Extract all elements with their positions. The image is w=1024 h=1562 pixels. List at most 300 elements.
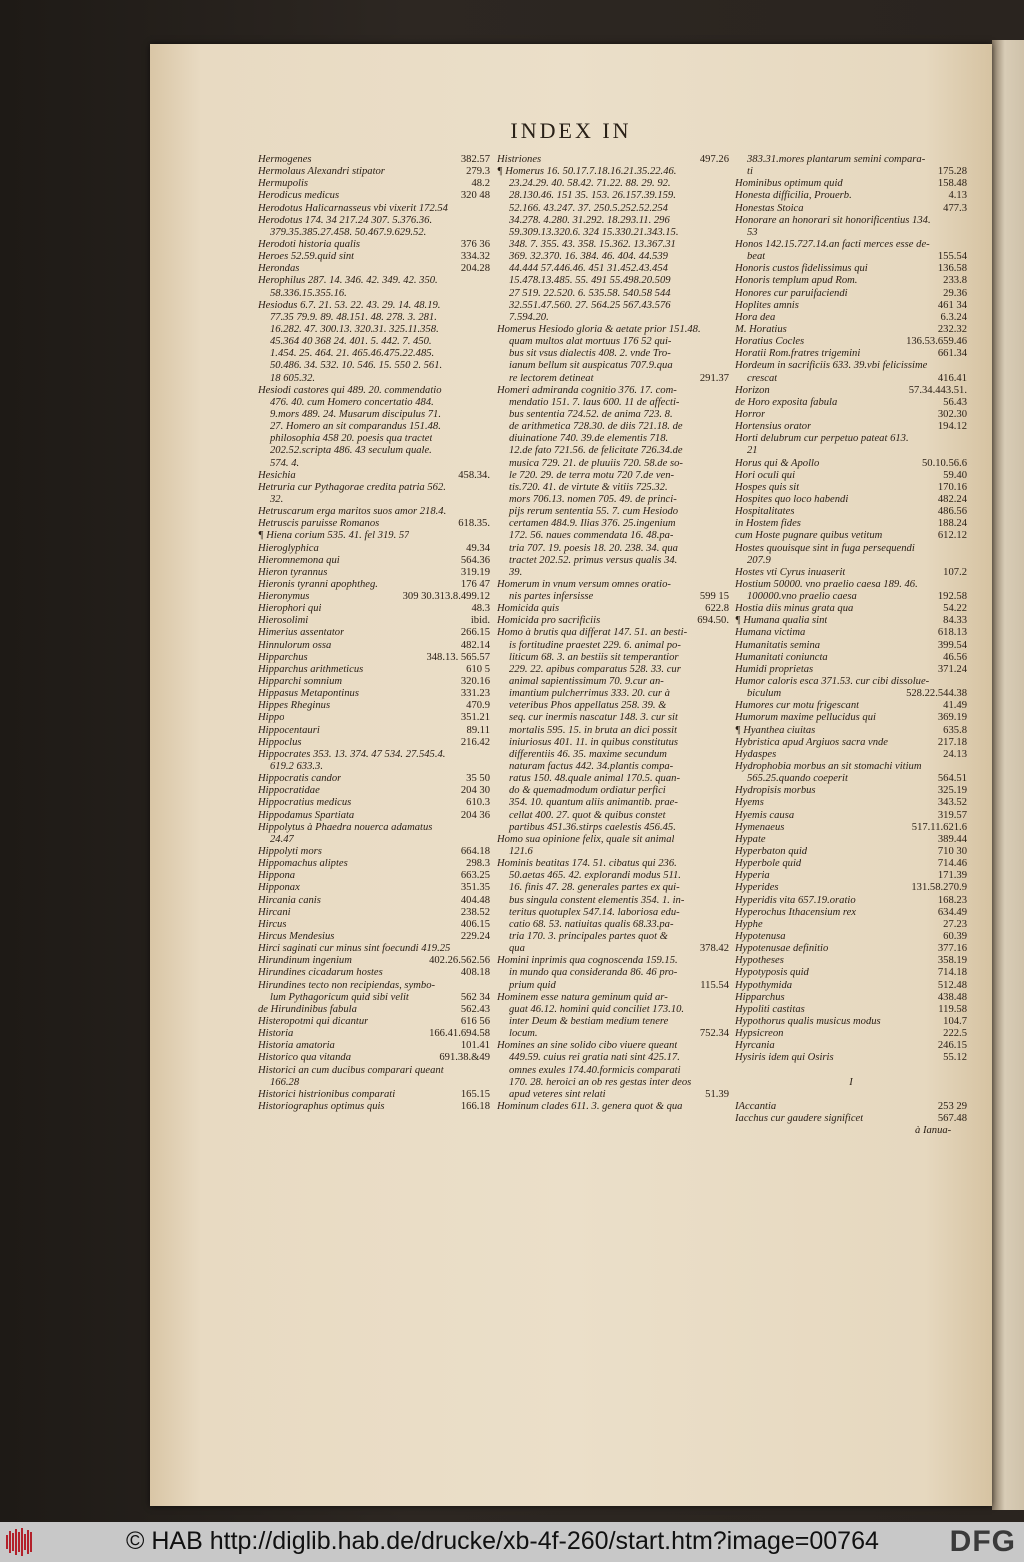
entry-page-reference: 119.58 — [938, 1003, 967, 1015]
index-entry — [497, 992, 729, 1004]
entry-text: Hospites quo loco habendi — [735, 493, 849, 505]
entry-page-reference: 104.7 — [943, 1015, 967, 1027]
entry-text: 32. — [270, 493, 284, 505]
entry-text: Hypsicreon — [735, 1028, 784, 1040]
entry-page-reference: 170.16 — [937, 481, 967, 493]
index-entry-continuation — [735, 227, 967, 239]
index-entry — [735, 421, 967, 433]
index-entry — [258, 530, 490, 542]
entry-text: Hominibus optimum quid — [735, 178, 843, 190]
index-entry-continuation — [497, 725, 729, 737]
index-entry — [497, 603, 729, 615]
index-entry — [735, 749, 967, 761]
entry-text: Himerius assentator — [258, 627, 345, 639]
entry-page-reference: 371.24 — [937, 663, 967, 675]
index-entry-continuation — [497, 1052, 729, 1064]
entry-text: Hinnulorum ossa — [258, 639, 332, 651]
entry-page-reference: ibid. — [470, 615, 490, 627]
entry-text: Horatii Rom.fratres trigemini — [735, 348, 861, 360]
entry-text: Hipparchus — [258, 651, 308, 663]
entry-text: 34.278. 4.280. 31.292. 18.293.11. 296 — [509, 214, 670, 226]
entry-text: crescat — [747, 372, 778, 384]
entry-text: Hyperbaton quid — [735, 846, 808, 858]
entry-page-reference: 376 36 — [460, 238, 490, 250]
entry-page-reference: 618.35. — [458, 518, 490, 530]
entry-page-reference: 351.35 — [460, 882, 490, 894]
index-entry-continuation — [497, 336, 729, 348]
index-entry — [735, 348, 967, 360]
index-entry — [735, 846, 967, 858]
index-entry — [258, 555, 490, 567]
index-entry — [735, 530, 967, 542]
entry-text: Humanitatis semina — [735, 639, 821, 651]
document-page — [150, 44, 992, 1506]
index-entry — [497, 154, 729, 166]
index-entry-continuation — [497, 215, 729, 227]
index-entry — [258, 1089, 490, 1101]
entry-text: ¶ Humana qualia sint — [735, 615, 828, 627]
entry-text: bus sit vsus dialectis 408. 2. vnde Tro- — [509, 348, 671, 360]
entry-page-reference: 497.26 — [699, 154, 729, 165]
entry-page-reference: 158.48 — [937, 178, 967, 190]
entry-page-reference: 101.41 — [460, 1040, 490, 1052]
entry-page-reference: 27.23 — [943, 918, 967, 930]
entry-page-reference: 562 34 — [460, 991, 490, 1003]
index-entry-continuation — [258, 336, 490, 348]
entry-text: Hesichia — [258, 469, 296, 481]
entry-text: I — [849, 1076, 853, 1088]
entry-page-reference: 320 48 — [460, 190, 490, 202]
index-entry — [258, 154, 490, 166]
entry-page-reference: 358.19 — [937, 955, 967, 967]
entry-text: diuinatione 740. 39.de elementis 718. — [509, 433, 669, 445]
entry-text: Hypotenusae definitio — [735, 943, 829, 955]
index-entry-continuation — [258, 992, 490, 1004]
index-entry — [258, 300, 490, 312]
entry-text: Hydrophobia morbus an sit stomachi vitium — [735, 761, 922, 773]
index-entry-continuation — [258, 445, 490, 457]
index-entry-continuation — [497, 239, 729, 251]
index-entry-continuation — [497, 749, 729, 761]
index-entry — [258, 822, 490, 834]
entry-text: Hippodamus Spartiata — [258, 809, 355, 821]
index-entry-continuation — [497, 433, 729, 445]
entry-page-reference: 35 50 — [466, 773, 490, 785]
entry-page-reference: 348.13. 565.57 — [426, 651, 490, 663]
index-entry-continuation — [497, 700, 729, 712]
index-entry-continuation — [258, 373, 490, 385]
index-entry — [735, 470, 967, 482]
copyright-link[interactable]: © HAB http://diglib.hab.de/drucke/xb-4f-260/start.htm?image=00764 — [126, 1527, 879, 1555]
entry-text: Hora dea — [735, 311, 776, 323]
index-entry-continuation — [258, 421, 490, 433]
index-entry — [258, 676, 490, 688]
index-entry — [258, 931, 490, 943]
index-entry — [258, 239, 490, 251]
entry-text: 32.551.47.560. 27. 564.25 567.43.576 — [509, 299, 671, 311]
index-entry — [258, 215, 490, 227]
entry-page-reference: 238.52 — [460, 906, 490, 918]
entry-text: Hippona — [258, 870, 296, 882]
index-entry-continuation — [497, 907, 729, 919]
entry-page-reference: 46.56 — [943, 651, 967, 663]
index-entry — [258, 615, 490, 627]
entry-page-reference: 165.15 — [460, 1088, 490, 1100]
entry-page-reference: 60.39 — [943, 931, 967, 942]
entry-text: Heroes 52.59.quid sint — [258, 251, 355, 263]
index-entry-continuation — [497, 312, 729, 324]
index-entry — [735, 300, 967, 312]
entry-text: tria 170. 3. principales partes quot & — [509, 931, 668, 942]
index-entry-continuation — [497, 397, 729, 409]
entry-text: Hircus Mendesius — [258, 931, 335, 942]
entry-page-reference: 416.41 — [937, 372, 967, 384]
index-entry-continuation — [497, 943, 729, 955]
index-entry — [258, 190, 490, 202]
entry-text: 50.aetas 465. 42. explorandi modus 511. — [509, 870, 681, 882]
entry-page-reference: 29.36 — [943, 287, 967, 299]
entry-text: guat 46.12. homini quid conciliet 173.10. — [509, 1003, 685, 1015]
entry-text: Horror — [735, 408, 766, 420]
entry-text: Hominem esse natura geminum quid ar- — [497, 991, 668, 1003]
index-entry — [258, 870, 490, 882]
page-title: INDEX IN — [510, 118, 632, 143]
index-entry — [258, 1040, 490, 1052]
index-entry — [735, 882, 967, 894]
index-entry-continuation — [735, 373, 967, 385]
index-entry — [258, 166, 490, 178]
index-entry — [735, 725, 967, 737]
entry-text: 39. — [509, 566, 523, 578]
entry-text: Homicida quis — [497, 603, 560, 615]
entry-text: 449.59. cuius rei gratia nati sint 425.17. — [509, 1052, 680, 1064]
entry-text: Hordeum in sacrificiis 633. 39.vbi felicissime — [735, 360, 928, 372]
entry-text: liticum 68. 3. an bestiis sit temperantior — [509, 651, 679, 663]
entry-text: teritus quotuplex 547.14. laboriosa edu- — [509, 906, 680, 918]
entry-text: Hippes Rheginus — [258, 700, 331, 712]
index-entry — [497, 385, 729, 397]
entry-text: quam multos alat mortuus 176 52 qui- — [509, 336, 672, 348]
entry-text: 27. Homero an sit comparandus 151.48. — [270, 421, 441, 433]
entry-page-reference: 618.13 — [937, 627, 967, 639]
entry-text: Hieroglyphica — [258, 542, 319, 554]
index-entry — [735, 1004, 967, 1016]
index-entry — [735, 834, 967, 846]
index-entry — [735, 1040, 967, 1052]
entry-text: Honores cur paruifaciendi — [735, 287, 848, 299]
entry-page-reference: 302.30 — [937, 408, 967, 420]
index-entry-continuation — [258, 348, 490, 360]
index-entry — [258, 1004, 490, 1016]
entry-text: ¶ Hyanthea ciuitas — [735, 724, 816, 736]
entry-text: 565.25.quando coeperit — [747, 773, 848, 785]
entry-page-reference: 622.8 — [705, 603, 729, 615]
entry-text: biculum — [747, 688, 782, 700]
entry-text: Hospes quis sit — [735, 481, 800, 493]
index-entry — [735, 288, 967, 300]
index-entry-continuation — [735, 445, 967, 457]
index-entry — [497, 858, 729, 870]
index-entry — [735, 676, 967, 688]
entry-text: Honos 142.15.727.14.an facti merces esse de- — [735, 238, 930, 250]
entry-text: Humor caloris esca 371.53. cur cibi dissolue- — [735, 676, 930, 688]
index-entry — [258, 858, 490, 870]
entry-text: Hostia diis minus grata qua — [735, 603, 854, 615]
entry-text: Historici histrionibus comparati — [258, 1088, 396, 1100]
entry-text: 28.130.46. 151 35. 153. 26.157.39.159. — [509, 190, 676, 202]
entry-text: 44.444 57.446.46. 451 31.452.43.454 — [509, 263, 668, 275]
index-entry-continuation — [258, 312, 490, 324]
entry-text: 9.mors 489. 24. Musarum discipulus 71. — [270, 408, 441, 420]
entry-text: Hesiodus 6.7. 21. 53. 22. 43. 29. 14. 48.19. — [258, 299, 441, 311]
index-entry-continuation — [497, 846, 729, 858]
index-entry-continuation — [258, 834, 490, 846]
index-entry-continuation — [497, 737, 729, 749]
index-entry-continuation — [497, 555, 729, 567]
entry-text: Hyems — [735, 797, 764, 809]
entry-page-reference: 55.12 — [943, 1052, 967, 1064]
entry-text: Hypoliti castitas — [735, 1003, 805, 1015]
entry-text: re lectorem detineat — [509, 372, 594, 384]
entry-text: 7.594.20. — [509, 311, 549, 323]
entry-text: Hirundines cicadarum hostes — [258, 967, 383, 979]
index-entry-continuation — [497, 1016, 729, 1028]
entry-page-reference: 752.34 — [699, 1028, 729, 1040]
entry-page-reference: 24.13 — [943, 748, 967, 760]
entry-text: certamen 484.9. Ilias 376. 25.ingenium — [509, 518, 676, 530]
entry-text: Hypothorus qualis musicus modus — [735, 1015, 881, 1027]
index-entry — [735, 931, 967, 943]
entry-text: nis partes infersisse — [509, 591, 594, 603]
entry-text: Hominum clades 611. 3. genera quot & qua — [497, 1100, 683, 1112]
entry-text: Humidi proprietas — [735, 663, 814, 675]
entry-text: cum Hoste pugnare quibus vetitum — [735, 530, 883, 542]
index-entry-continuation — [497, 1028, 729, 1040]
index-entry-continuation — [497, 458, 729, 470]
entry-page-reference: 319.57 — [937, 809, 967, 821]
index-entry — [258, 603, 490, 615]
entry-text: Horti delubrum cur perpetuo pateat 613. — [735, 433, 909, 445]
index-entry-continuation — [735, 591, 967, 603]
index-entry-continuation — [258, 761, 490, 773]
entry-text: veteribus Phos appellatus 258. 39. & — [509, 700, 667, 712]
entry-page-reference: 136.53.659.46 — [906, 336, 967, 348]
entry-text: cellat 400. 27. quot & quibus constet — [509, 809, 666, 821]
entry-text: Hypothymida — [735, 979, 793, 991]
entry-text: musica 729. 21. de pluuiis 720. 58.de so- — [509, 457, 683, 469]
entry-text: Hydaspes — [735, 748, 777, 760]
entry-text: 229. 22. apibus comparatus 528. 33. cur — [509, 663, 681, 675]
entry-text: 383.31.mores plantarum semini compara- — [747, 154, 926, 165]
entry-page-reference: 664.18 — [460, 846, 490, 858]
entry-text: differentiis 46. 35. maxime secundum — [509, 748, 667, 760]
entry-page-reference: 461 34 — [937, 299, 967, 311]
entry-page-reference: 56.43 — [943, 396, 967, 408]
entry-page-reference: 351.21 — [460, 712, 490, 724]
entry-page-reference: 616 56 — [460, 1015, 490, 1027]
index-entry — [735, 700, 967, 712]
index-entry-continuation — [497, 785, 729, 797]
index-entry — [497, 627, 729, 639]
index-entry — [735, 203, 967, 215]
entry-text: 348. 7. 355. 43. 358. 15.362. 13.367.31 — [509, 238, 676, 250]
entry-page-reference: 610 5 — [466, 663, 490, 675]
index-entry — [497, 166, 729, 178]
index-entry — [735, 737, 967, 749]
index-entry — [258, 203, 490, 215]
entry-page-reference: 49.34 — [466, 542, 490, 554]
index-entry — [735, 397, 967, 409]
entry-text: Hippoclus — [258, 736, 302, 748]
entry-page-reference: 334.32 — [460, 251, 490, 263]
entry-text: Hyperides — [735, 882, 779, 894]
entry-text: Homerus Hesiodo gloria & aetate prior 151.48. — [497, 323, 701, 335]
index-entry — [258, 907, 490, 919]
entry-text: ti — [747, 166, 753, 178]
entry-text: Histeropotmi qui dicantur — [258, 1015, 369, 1027]
index-entry — [735, 664, 967, 676]
entry-text: Hesiodi castores qui 489. 20. commendatio — [258, 384, 442, 396]
entry-text: Hippasus Metapontinus — [258, 688, 359, 700]
entry-text: Hircus — [258, 918, 287, 930]
entry-text: Hyphe — [735, 918, 763, 930]
entry-text: omnes exules 174.40.formicis comparati — [509, 1064, 681, 1076]
index-entry — [258, 664, 490, 676]
index-entry — [735, 1052, 967, 1064]
index-entry — [258, 640, 490, 652]
entry-page-reference: 175.28 — [937, 166, 967, 178]
index-entry-continuation — [497, 919, 729, 931]
index-entry-continuation — [497, 263, 729, 275]
index-entry — [735, 482, 967, 494]
entry-text: Herodoti historia qualis — [258, 238, 361, 250]
index-entry-continuation — [497, 1004, 729, 1016]
entry-text: 207.9 — [747, 554, 771, 566]
entry-text: Hippolyti mors — [258, 846, 322, 858]
entry-text: Hippolytus à Phaedra nouerca adamatus — [258, 821, 433, 833]
entry-text: Humanitati coniuncta — [735, 651, 828, 663]
entry-page-reference: 204 30 — [460, 785, 490, 797]
index-entry-continuation — [735, 688, 967, 700]
entry-text: Hospitalitates — [735, 506, 795, 518]
index-entry-continuation — [735, 555, 967, 567]
index-entry — [735, 810, 967, 822]
entry-page-reference: 635.8 — [943, 724, 967, 736]
entry-text: Histriones — [497, 154, 542, 165]
index-entry-continuation — [258, 227, 490, 239]
entry-text: philosophia 458 20. poesis qua tractet — [270, 433, 433, 445]
entry-text: Historiographus optimus quis — [258, 1100, 385, 1112]
index-entry-continuation — [497, 530, 729, 542]
entry-text: tis.720. 41. de virtute & vitiis 725.32. — [509, 481, 668, 493]
entry-text: Honestas Stoica — [735, 202, 804, 214]
index-entry — [735, 263, 967, 275]
entry-text: 27 519. 22.520. 6. 535.58. 540.58 544 — [509, 287, 671, 299]
entry-text: Hymenaeus — [735, 821, 785, 833]
entry-page-reference: 266.15 — [460, 627, 490, 639]
entry-text: 354. 10. quantum aliis animantib. prae- — [509, 797, 678, 809]
index-entry — [735, 992, 967, 1004]
entry-text: 77.35 79.9. 89. 48.151. 48. 278. 3. 281. — [270, 311, 437, 323]
index-entry — [735, 409, 967, 421]
entry-text: Hierophori qui — [258, 603, 322, 615]
entry-page-reference: 279.3 — [466, 166, 490, 178]
index-entry — [735, 579, 967, 591]
index-entry — [258, 797, 490, 809]
entry-text: Hipparchus — [735, 991, 785, 1003]
entry-text: in Hostem fides — [735, 518, 801, 530]
index-entry-continuation — [258, 1077, 490, 1089]
index-entry — [735, 712, 967, 724]
entry-text: Hetruscarum erga maritos suos amor 218.4. — [258, 506, 447, 518]
index-entry — [735, 506, 967, 518]
index-entry — [735, 433, 967, 445]
entry-text: Homo sua opinione felix, quale sit animal — [497, 833, 675, 845]
entry-text: bus sententia 724.52. de anima 723. 8. — [509, 408, 673, 420]
entry-text: 50.486. 34. 532. 10. 546. 15. 550 2. 561. — [270, 360, 443, 372]
entry-page-reference: 48.3 — [471, 603, 490, 615]
entry-page-reference: 107.2 — [943, 566, 967, 578]
index-entry-continuation — [497, 1065, 729, 1077]
index-entry-continuation — [497, 409, 729, 421]
index-entry-continuation — [497, 300, 729, 312]
index-entry — [735, 1113, 967, 1125]
entry-page-reference: 188.24 — [937, 518, 967, 530]
entry-page-reference: 486.56 — [937, 506, 967, 518]
entry-page-reference: 610.3 — [466, 797, 490, 809]
index-entry-continuation — [497, 288, 729, 300]
entry-page-reference: 217.18 — [937, 736, 967, 748]
index-entry — [258, 919, 490, 931]
entry-text: Hermolaus Alexandri stipator — [258, 166, 385, 178]
entry-page-reference: 694.50. — [697, 615, 729, 627]
index-entry — [258, 251, 490, 263]
entry-text: lum Pythagoricum quid sibi velit — [270, 991, 409, 1003]
entry-text: Hyperbole quid — [735, 858, 802, 870]
entry-text: 24.47 — [270, 833, 294, 845]
index-entry — [258, 178, 490, 190]
entry-page-reference: 343.52 — [937, 797, 967, 809]
entry-page-reference: 51.39 — [705, 1088, 729, 1100]
index-entry — [258, 627, 490, 639]
entry-text: do & quemadmodum ordiatur perfici — [509, 785, 666, 797]
entry-text: Hippocentauri — [258, 724, 320, 736]
entry-text: Hetruria cur Pythagorae credita patria 562. — [258, 481, 446, 493]
entry-text: Hierosolimi — [258, 615, 309, 627]
entry-text: Hypotenusa — [735, 931, 786, 942]
entry-text: ratus 150. 48.quale animal 170.5. quan- — [509, 773, 680, 785]
index-entry-continuation — [497, 797, 729, 809]
entry-text: Hyemis causa — [735, 809, 795, 821]
entry-text: Honoris templum apud Rom. — [735, 275, 858, 287]
index-entry — [258, 470, 490, 482]
index-entry — [735, 980, 967, 992]
entry-text: 476. 40. cum Homero concertatio 484. — [270, 396, 434, 408]
entry-text: beat — [747, 251, 766, 263]
entry-text: Honesta difficilia, Prouerb. — [735, 190, 852, 202]
entry-text: 16. finis 47. 28. generales partes ex qui- — [509, 882, 680, 894]
index-entry-continuation — [497, 664, 729, 676]
index-entry-continuation — [497, 373, 729, 385]
index-entry — [735, 543, 967, 555]
entry-page-reference: 194.12 — [937, 421, 967, 433]
entry-text: Herodicus medicus — [258, 190, 340, 202]
index-entry — [258, 882, 490, 894]
index-entry — [497, 955, 729, 967]
entry-page-reference: 229.24 — [460, 931, 490, 942]
entry-text: Hermogenes — [258, 154, 312, 165]
index-entry-continuation — [497, 494, 729, 506]
